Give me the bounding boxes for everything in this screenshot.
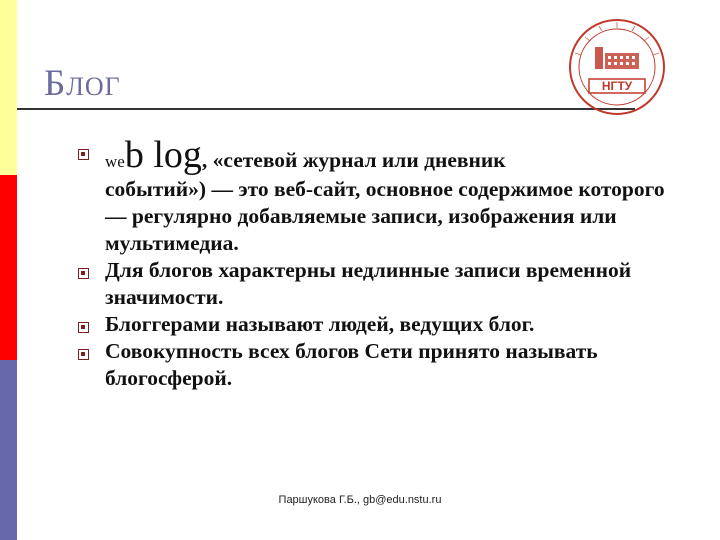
bullet-blogosphere [78,338,678,392]
weblog-definition-rest: событий») — это веб-сайт, основное содержимое которого — регулярно добавляемые записи, изображения или мультимедиа. [105,177,665,255]
bullet-marker-icon [78,149,89,160]
weblog-log: log [143,134,202,176]
bullet-list [78,134,678,392]
side-bar-yellow [0,0,17,175]
weblog-we: we [105,152,125,171]
side-bar-blue [0,360,17,540]
slide-title: Блог [44,63,121,104]
bullet-weblog [78,134,678,257]
bullet-marker-icon [78,322,89,333]
slide-footer: Паршукова Г.Б., gb@edu.nstu.ru [278,494,442,506]
svg-text:НГТУ: НГТУ [601,79,633,93]
bullet-marker-icon [78,349,89,360]
university-logo [567,17,667,117]
weblog-b: b [124,134,144,176]
weblog-definition-start: , «сетевой журнал или дневник [201,148,506,172]
bullet-text: Для блогов характерны недлинные записи временной значимости. [105,258,632,309]
bullet-bloggers [78,311,678,338]
bullet-short-posts [78,257,678,311]
title-divider [17,108,635,110]
bullet-text: Совокупность всех блогов Сети принято называть блогосферой. [105,339,598,390]
side-bar-red [0,175,17,360]
bullet-text: Блоггерами называют людей, ведущих блог. [105,312,535,336]
bullet-marker-icon [78,268,89,279]
